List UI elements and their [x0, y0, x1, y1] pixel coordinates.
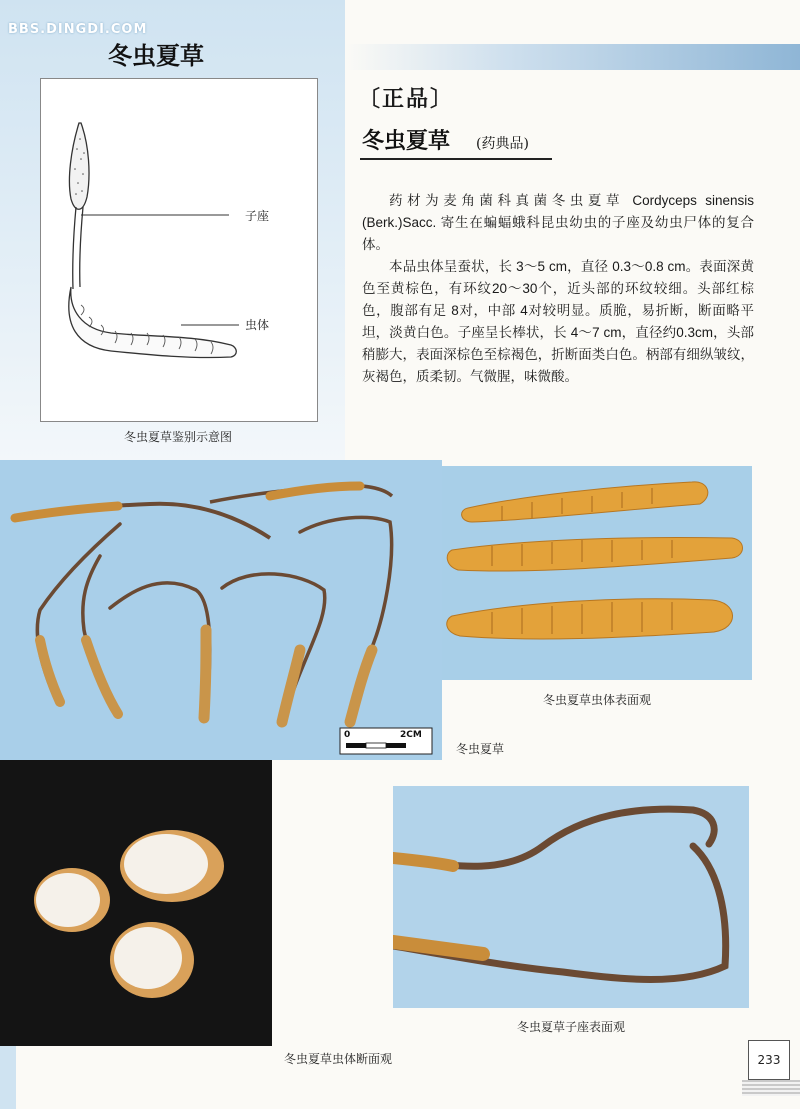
diagram-label-body: 虫体 — [245, 318, 270, 332]
photo-whole-cordyceps — [0, 460, 442, 760]
photo-cross-section — [0, 760, 272, 1046]
whole-cordyceps-illustration — [0, 460, 442, 760]
photo-caption-section: 冬虫夏草虫体断面观 — [284, 1052, 393, 1066]
diagram-caption: 冬虫夏草鉴别示意图 — [123, 430, 232, 444]
title-underline — [360, 158, 552, 160]
photo-caption-surface: 冬虫夏草虫体表面观 — [542, 693, 651, 707]
stroma-surface-illustration — [393, 786, 749, 1008]
scale-zero-label: 0 — [344, 730, 351, 740]
photo-caption-stroma: 冬虫夏草子座表面观 — [516, 1020, 625, 1034]
photo-caption-whole: 冬虫夏草 — [456, 742, 505, 756]
description-paragraph-origin: 药材为麦角菌科真菌冬虫夏草 Cordyceps sinensis (Berk.)Sacc. 寄生在蝙蝠蛾科昆虫幼虫的子座及幼虫尸体的复合体。 — [362, 193, 754, 252]
description-paragraph-features: 本品虫体呈蚕状，长 3～5 cm，直径 0.3～0.8 cm。表面深黄色至黄棕色，有环纹20～30个，近头部的环纹较细。头部红棕色，腹部有足 8对，中部 4对较明显。质脆，易折断，断面略平坦，淡黄白色。子座呈长棒状，长 4～7 cm，直径约0.3cm，头部稍膨大，表面深棕色至棕褐色，折断面类白色。柄部有细纵皱纹，灰褐色，质柔韧。气微腥，味微酸。 — [362, 259, 754, 384]
scale-length-label: 2CM — [400, 730, 422, 740]
description-text — [362, 190, 754, 388]
page-edge — [742, 1080, 800, 1096]
body-surface-illustration — [442, 466, 752, 680]
identification-diagram — [40, 78, 318, 422]
photo-stroma-surface — [393, 786, 749, 1008]
cross-section-illustration — [0, 760, 272, 1046]
header-band — [345, 44, 800, 70]
photo-body-surface — [442, 466, 752, 680]
diagram-label-stroma: 子座 — [245, 209, 270, 223]
herb-name: 冬虫夏草 — [362, 128, 451, 154]
watermark: BBS.DINGDI.COM — [8, 22, 148, 37]
section-title: 冬虫夏草 — [108, 42, 204, 70]
page-number: 233 — [748, 1040, 790, 1080]
pharmacopoeia-label: (药典品) — [476, 136, 529, 152]
genuine-tag: 〔正品〕 — [358, 87, 455, 112]
cordyceps-diagram-illustration — [41, 79, 317, 421]
